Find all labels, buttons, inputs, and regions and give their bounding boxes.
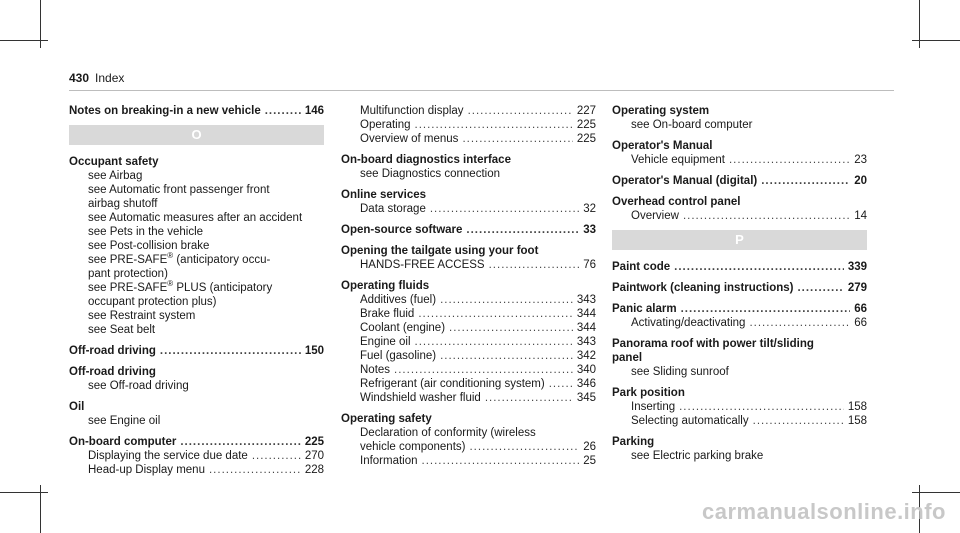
page-ref[interactable]: 26 [583, 441, 596, 453]
cross-ref[interactable]: see Off-road driving [88, 380, 189, 392]
page-ref[interactable]: 14 [854, 210, 867, 222]
page-ref[interactable]: 342 [576, 350, 596, 362]
sub-term[interactable]: Additives (fuel) [360, 294, 437, 306]
index-term: Online services [341, 189, 427, 201]
page-ref[interactable]: 345 [576, 392, 596, 404]
cross-ref[interactable]: see Sliding sunroof [631, 366, 729, 378]
page-ref[interactable]: 32 [583, 203, 596, 215]
page-ref[interactable]: 270 [304, 450, 324, 462]
index-entry [341, 153, 596, 181]
index-entry [341, 188, 596, 216]
leader-dots [729, 153, 850, 167]
index-entry [69, 155, 324, 337]
index-term: On-board diagnostics interface [341, 154, 511, 166]
cross-ref-text: pant protection) [88, 268, 168, 280]
leader-dots [440, 293, 573, 307]
index-term[interactable]: Off-road driving [69, 345, 156, 357]
sub-term[interactable]: Data storage [360, 203, 426, 215]
page-ref[interactable]: 339 [847, 261, 867, 273]
registered-mark: ® [167, 279, 174, 289]
cross-ref[interactable] [69, 183, 324, 211]
index-term: Operating system [612, 105, 710, 117]
sub-term[interactable]: Selecting automatically [631, 415, 749, 427]
page-ref[interactable]: 344 [576, 308, 596, 320]
cross-ref[interactable]: see Diagnostics connection [360, 168, 500, 180]
leader-dots [679, 400, 844, 414]
leader-dots [797, 281, 843, 295]
index-entry [612, 386, 867, 428]
leader-dots [749, 316, 850, 330]
sub-term[interactable]: Notes [360, 364, 391, 376]
crop-mark [0, 492, 48, 493]
cross-ref[interactable]: see On-board computer [631, 119, 753, 131]
letter-heading-p: P [612, 230, 867, 250]
cross-ref[interactable]: see Electric parking brake [631, 450, 764, 462]
leader-dots [180, 435, 300, 449]
index-entry [341, 279, 596, 405]
leader-dots [415, 335, 573, 349]
index-term: Panorama roof with power tilt/sliding [612, 338, 814, 350]
index-term[interactable]: On-board computer [69, 436, 177, 448]
page-ref[interactable]: 158 [847, 401, 867, 413]
page-ref[interactable]: 76 [583, 259, 596, 271]
cross-ref[interactable]: see Engine oil [88, 415, 161, 427]
index-term: Park position [612, 387, 685, 399]
index-entry [612, 281, 867, 295]
index-term[interactable]: Notes on breaking-in a new vehicle [69, 105, 261, 117]
page-ref[interactable]: 225 [576, 119, 596, 131]
sub-term[interactable]: Fuel (gasoline) [360, 350, 437, 362]
leader-dots [394, 363, 573, 377]
leader-dots [422, 454, 580, 468]
sub-term[interactable]: Operating [360, 119, 411, 131]
index-term[interactable]: Operator's Manual (digital) [612, 175, 758, 187]
cross-ref[interactable]: see Restraint system [88, 310, 196, 322]
registered-mark: ® [167, 251, 174, 261]
index-entry [69, 365, 324, 393]
leader-dots [485, 391, 573, 405]
leader-dots [430, 202, 579, 216]
leader-dots [466, 223, 579, 237]
sub-term[interactable]: Coolant (engine) [360, 322, 446, 334]
index-column-2 [341, 104, 596, 475]
index-entry [69, 104, 324, 118]
leader-dots [681, 302, 851, 316]
index-term: Oil [69, 401, 85, 413]
leader-dots [265, 104, 301, 118]
page-ref[interactable]: 66 [854, 317, 867, 329]
index-entry [612, 435, 867, 463]
cross-ref[interactable]: see Airbag [88, 170, 143, 182]
index-entry [612, 337, 867, 379]
page-ref[interactable]: 346 [576, 378, 596, 390]
page-ref[interactable]: 23 [854, 154, 867, 166]
cross-ref-text: see PRE-SAFE [88, 282, 168, 294]
leader-dots [549, 377, 573, 391]
sub-term[interactable]: HANDS-FREE ACCESS [360, 259, 485, 271]
index-term: Operating safety [341, 413, 432, 425]
leader-dots [468, 104, 573, 118]
sub-term[interactable]: Multifunction display [360, 105, 464, 117]
leader-dots [761, 174, 850, 188]
leader-dots [489, 258, 580, 272]
cross-ref[interactable] [69, 281, 324, 309]
index-term[interactable]: Panic alarm [612, 303, 677, 315]
page-ref[interactable]: 343 [576, 336, 596, 348]
page-ref[interactable]: 340 [576, 364, 596, 376]
index-entry [612, 104, 867, 132]
index-column-1 [69, 104, 324, 484]
sub-term[interactable]: Overview [631, 210, 679, 222]
cross-ref-text: see Automatic front passenger front [88, 184, 270, 196]
page-ref[interactable]: 150 [304, 345, 324, 357]
index-term[interactable]: Paint code [612, 261, 671, 273]
cross-ref[interactable] [69, 253, 324, 281]
page-ref[interactable]: 158 [847, 415, 867, 427]
index-entry [612, 260, 867, 274]
page-ref[interactable]: 343 [576, 294, 596, 306]
sub-term[interactable]: Head-up Display menu [88, 464, 205, 476]
leader-dots [449, 321, 573, 335]
leader-dots [252, 449, 301, 463]
leader-dots [160, 344, 301, 358]
leader-dots [209, 463, 301, 477]
crop-mark [912, 492, 960, 493]
leader-dots [415, 118, 573, 132]
index-entry [69, 435, 324, 477]
index-term: panel [612, 352, 643, 364]
leader-dots [469, 440, 579, 454]
index-entry [612, 139, 867, 167]
letter-heading-o: O [69, 125, 324, 145]
index-term[interactable]: Paintwork (cleaning instructions) [612, 282, 794, 294]
cross-ref-text: airbag shutoff [88, 198, 158, 210]
sub-term[interactable]: Refrigerant (air conditioning system) [360, 378, 545, 390]
leader-dots [418, 307, 572, 321]
page-ref[interactable]: 146 [304, 105, 324, 117]
cross-ref[interactable]: see Pets in the vehicle [88, 226, 204, 238]
sub-term[interactable]: Displaying the service due date [88, 450, 248, 462]
crop-mark [912, 40, 960, 41]
sub-term[interactable]: Activating/deactivating [631, 317, 746, 329]
sub-term[interactable]: Brake fluid [360, 308, 415, 320]
page-header [69, 71, 124, 85]
sub-term[interactable]: Windshield washer fluid [360, 392, 481, 404]
page-ref[interactable]: 344 [576, 322, 596, 334]
cross-ref-text: see PRE-SAFE [88, 254, 168, 266]
leader-dots [462, 132, 572, 146]
sub-term[interactable]: Vehicle equipment [631, 154, 725, 166]
index-entry [341, 104, 596, 146]
cross-ref-text: PLUS (anticipatory [173, 282, 273, 294]
page-ref[interactable]: 225 [304, 436, 324, 448]
leader-dots [674, 260, 844, 274]
page-ref[interactable]: 20 [854, 175, 867, 187]
leader-dots [683, 209, 850, 223]
index-term: Off-road driving [69, 366, 156, 378]
index-entry [69, 400, 324, 428]
index-term: Opening the tailgate using your foot [341, 245, 539, 257]
leader-dots [440, 349, 573, 363]
section-title: Index [95, 71, 125, 85]
cross-ref-text: occupant protection plus) [88, 296, 217, 308]
index-entry [341, 223, 596, 237]
cross-ref-text: (anticipatory occu- [173, 254, 271, 266]
index-column-3 [612, 104, 867, 470]
index-term: Parking [612, 436, 655, 448]
index-term: Occupant safety [69, 156, 159, 168]
sub-term[interactable]: Declaration of conformity (wireless [360, 427, 536, 439]
index-term: Overhead control panel [612, 196, 741, 208]
page-ref[interactable]: 279 [847, 282, 867, 294]
page-ref[interactable]: 228 [304, 464, 324, 476]
page-ref[interactable]: 225 [576, 133, 596, 145]
index-entry [612, 195, 867, 223]
sub-term[interactable]: Inserting [631, 401, 676, 413]
page-ref[interactable]: 33 [583, 224, 596, 236]
index-entry [612, 174, 867, 188]
index-entry [612, 302, 867, 330]
page-ref[interactable]: 66 [854, 303, 867, 315]
header-rule [69, 90, 894, 91]
cross-ref[interactable]: see Automatic measures after an accident [88, 212, 303, 224]
sub-term[interactable]: Information [360, 455, 418, 467]
sub-term[interactable]: vehicle components) [360, 441, 466, 453]
index-term: Operating fluids [341, 280, 430, 292]
sub-term[interactable]: Overview of menus [360, 133, 459, 145]
crop-mark [0, 40, 48, 41]
index-entry [341, 244, 596, 272]
index-term: Operator's Manual [612, 140, 713, 152]
page-ref[interactable]: 25 [583, 455, 596, 467]
leader-dots [753, 414, 844, 428]
watermark: carmanualsonline.info [702, 499, 946, 524]
index-entry [69, 344, 324, 358]
cross-ref[interactable]: see Seat belt [88, 324, 156, 336]
page-ref[interactable]: 227 [576, 105, 596, 117]
sub-term[interactable]: Engine oil [360, 336, 411, 348]
index-term[interactable]: Open-source software [341, 224, 463, 236]
index-entry [341, 412, 596, 468]
page-number: 430 [69, 71, 90, 85]
cross-ref[interactable]: see Post-collision brake [88, 240, 210, 252]
